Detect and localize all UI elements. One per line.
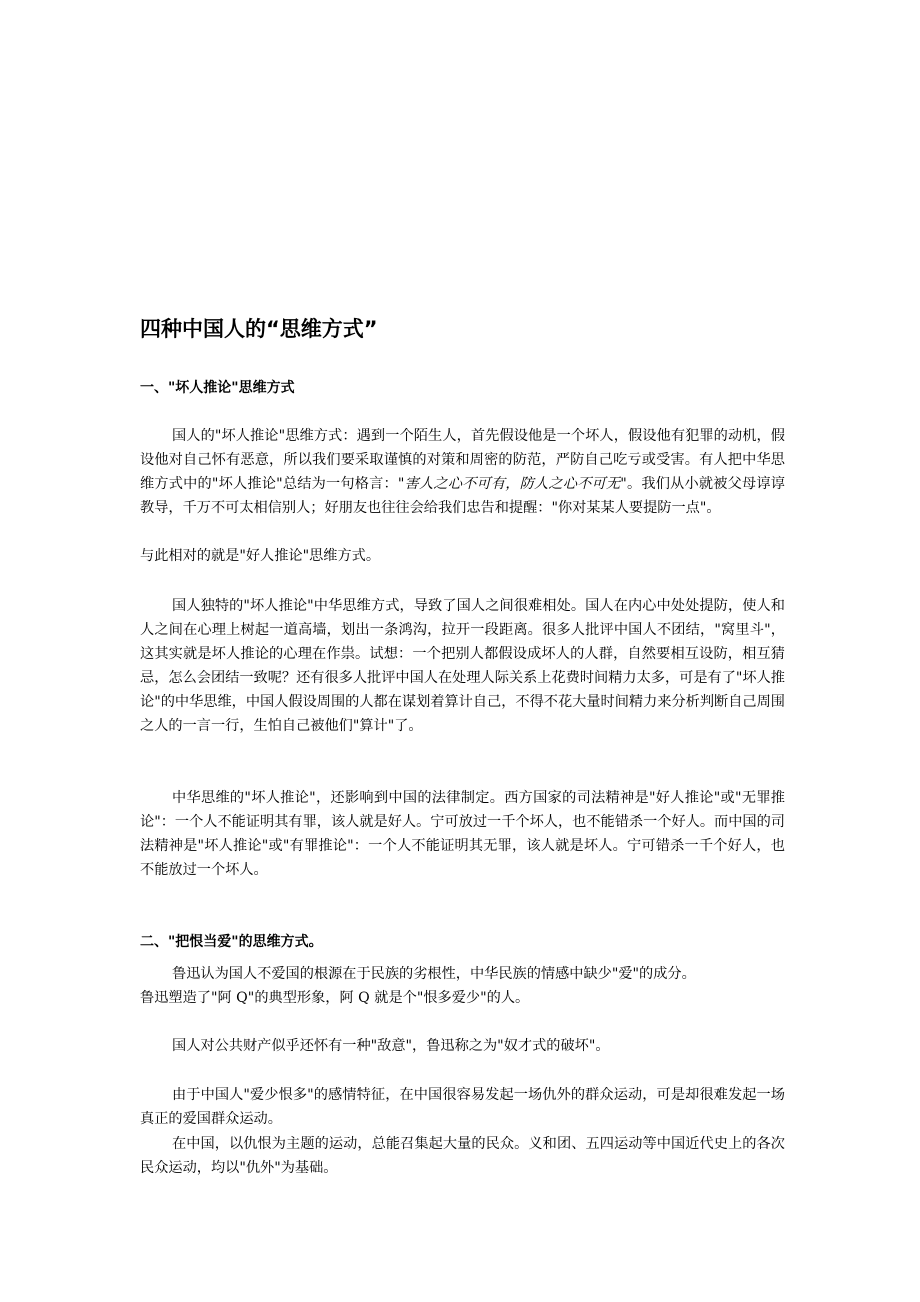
section-2-paragraph-2: 国人对公共财产似乎还怀有一种"敌意"，鲁迅称之为"奴才式的破坏"。 xyxy=(172,1038,610,1054)
section-1-paragraph-2: 国人独特的"坏人推论"中华思维方式，导致了国人之间很难相处。国人在内心中处处提防，使人和人之间在心理上树起一道高墙，划出一条鸿沟，拉开一段距离。很多人批评中国人不团结，"窝里斗"，这其实就是坏人推论的心理在作祟。试想：一个把别人都假设成坏人的人群，自然要相互设防，相互猜忌，怎么会团结一致呢？还有很多人批评中国人在处理人际关系上花费时间精力太多，可是有了"坏人推论"的中华思维，中国人假设周围的人都在谋划着算计自己，不得不花大量时间精力来分析判断自己周围之人的一言一行，生怕自己被他们"算计"了。 xyxy=(140,598,785,734)
section-1-paragraph-1 xyxy=(140,424,785,520)
section-1-heading: 一、"坏人推论"思维方式 xyxy=(140,380,295,396)
section-2-paragraph-4: 在中国，以仇恨为主题的运动，总能召集起大量的民众。义和团、五四运动等中国近代史上的各次民众运动，均以"仇外"为基础。 xyxy=(140,1136,785,1176)
section-2-paragraph-3: 由于中国人"爱少恨多"的感情特征，在中国很容易发起一场仇外的群众运动，可是却很难发起一场真正的爱国群众运动。 xyxy=(140,1087,785,1127)
section-2-paragraph-1a: 鲁迅认为国人不爱国的根源在于民族的劣根性，中华民族的情感中缺少"爱"的成分。 xyxy=(172,966,696,982)
proverb-quote: 害人之心不可有，防人之心不可无 xyxy=(404,476,621,492)
paragraph-text: "。我们从小就被父母谆谆教导，千万不可太相信别人；好朋友也往往会给我们忠告和提醒："你对某某人要提防一点"。 xyxy=(140,476,785,516)
section-1-paragraph-3: 中华思维的"坏人推论"，还影响到中国的法律制定。西方国家的司法精神是"好人推论"或"无罪推论"：一个人不能证明其有罪，该人就是好人。宁可放过一千个坏人，也不能错杀一个好人。而中国的司法精神是"坏人推论"或"有罪推论"：一个人不能证明其无罪，该人就是坏人。宁可错杀一千个好人，也不能放过一个坏人。 xyxy=(140,790,785,878)
section-2-heading: 二、"把恨当爱"的思维方式。 xyxy=(140,934,323,950)
paragraph-text: 国人的"坏人推论"思维方式：遇到一个陌生人，首先假设他是一个坏人，假设他有犯罪的动机，假设他对自己怀有恶意，所以我们要采取谨慎的对策和周密的防范，严防自己吃亏或受害。有人把中华思维方式中的"坏人推论"总结为一句格言：" xyxy=(140,428,785,492)
section-1-paragraph-1b: 与此相对的就是"好人推论"思维方式。 xyxy=(140,548,381,564)
document-title: 四种中国人的“思维方式” xyxy=(140,317,378,341)
section-2-paragraph-1b: 鲁迅塑造了"阿 Q"的典型形象，阿 Q 就是个"恨多爱少"的人。 xyxy=(140,990,530,1006)
